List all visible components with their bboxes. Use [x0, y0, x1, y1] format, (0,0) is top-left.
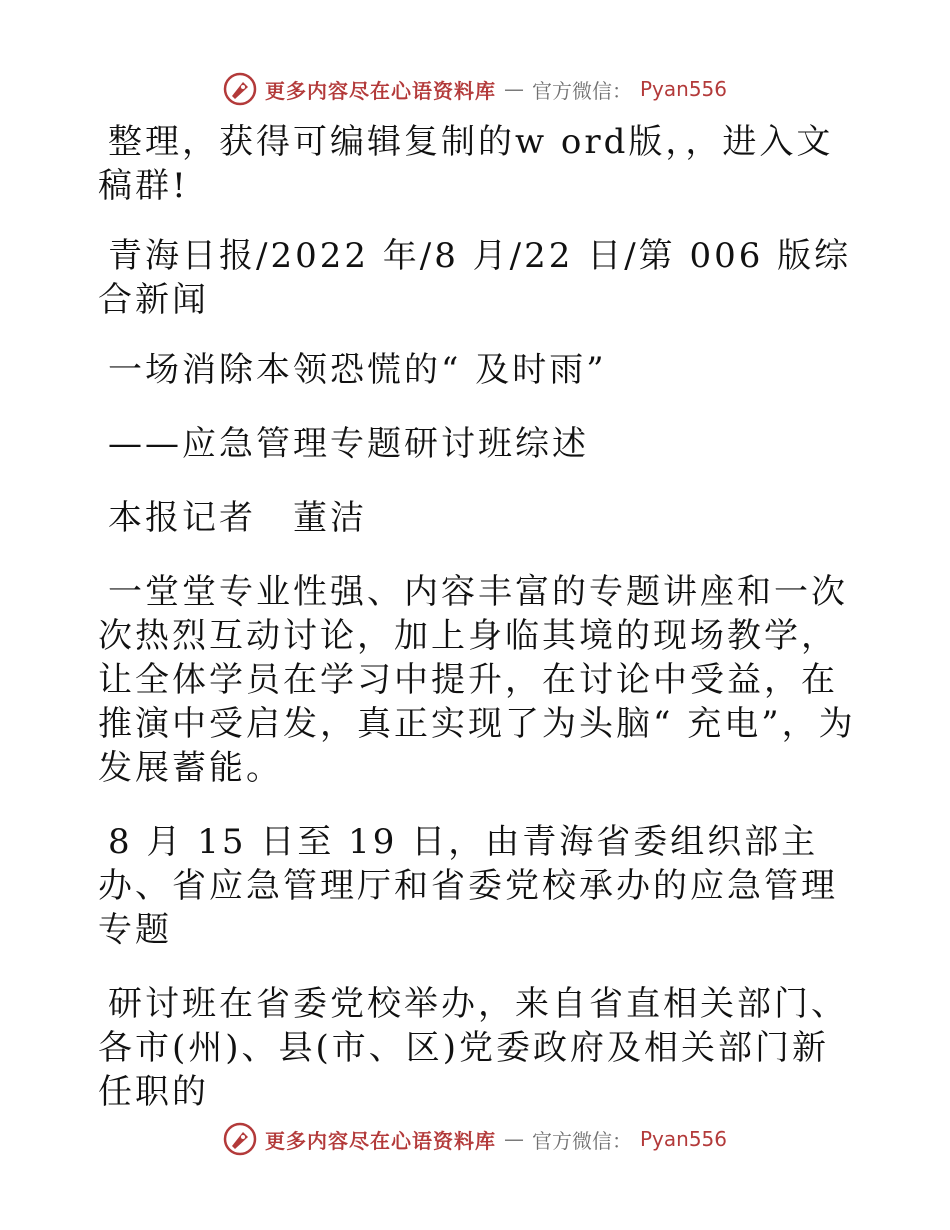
watermark-dash: — [503, 1127, 524, 1151]
document-body [98, 120, 858, 1144]
watermark-header [0, 72, 950, 106]
body-paragraph-1: 一堂堂专业性强、内容丰富的专题讲座和一次次热烈互动讨论，加上身临其境的现场教学，让全体学员在学习中提升，在讨论中受益，在推演中受启发，真正实现了为头脑“ 充电”，为发展蓄能。 [98, 572, 856, 788]
article-title: 一场消除本领恐慌的“ 及时雨” [108, 350, 607, 390]
watermark-handle: Pyan556 [639, 1127, 727, 1151]
watermark-dash: — [503, 77, 524, 101]
article-subtitle: ——应急管理专题研讨班综述 [108, 424, 589, 464]
watermark-label: 官方微信： [531, 78, 632, 103]
watermark-brand: 更多内容尽在心语资料库 [264, 78, 496, 103]
body-paragraph-3: 研讨班在省委党校举办，来自省直相关部门、各市(州)、县(市、区)党委政府及相关部门新任职的 [98, 984, 848, 1112]
pen-nib-icon [223, 72, 257, 106]
intro-paragraph: 整理，获得可编辑复制的w ord版，，进入文稿群! [98, 122, 834, 206]
watermark-handle: Pyan556 [639, 77, 727, 101]
watermark-label: 官方微信： [531, 1128, 632, 1153]
body-paragraph-2: 8 月 15 日至 19 日，由青海省委组织部主办、省应急管理厅和省委党校承办的应急管理专题 [98, 822, 838, 950]
pen-nib-icon [223, 1122, 257, 1156]
watermark-brand: 更多内容尽在心语资料库 [264, 1128, 496, 1153]
source-line: 青海日报/2022 年/8 月/22 日/第 006 版综合新闻 [98, 236, 852, 320]
byline: 本报记者 董洁 [108, 498, 367, 538]
watermark-footer [0, 1122, 950, 1156]
